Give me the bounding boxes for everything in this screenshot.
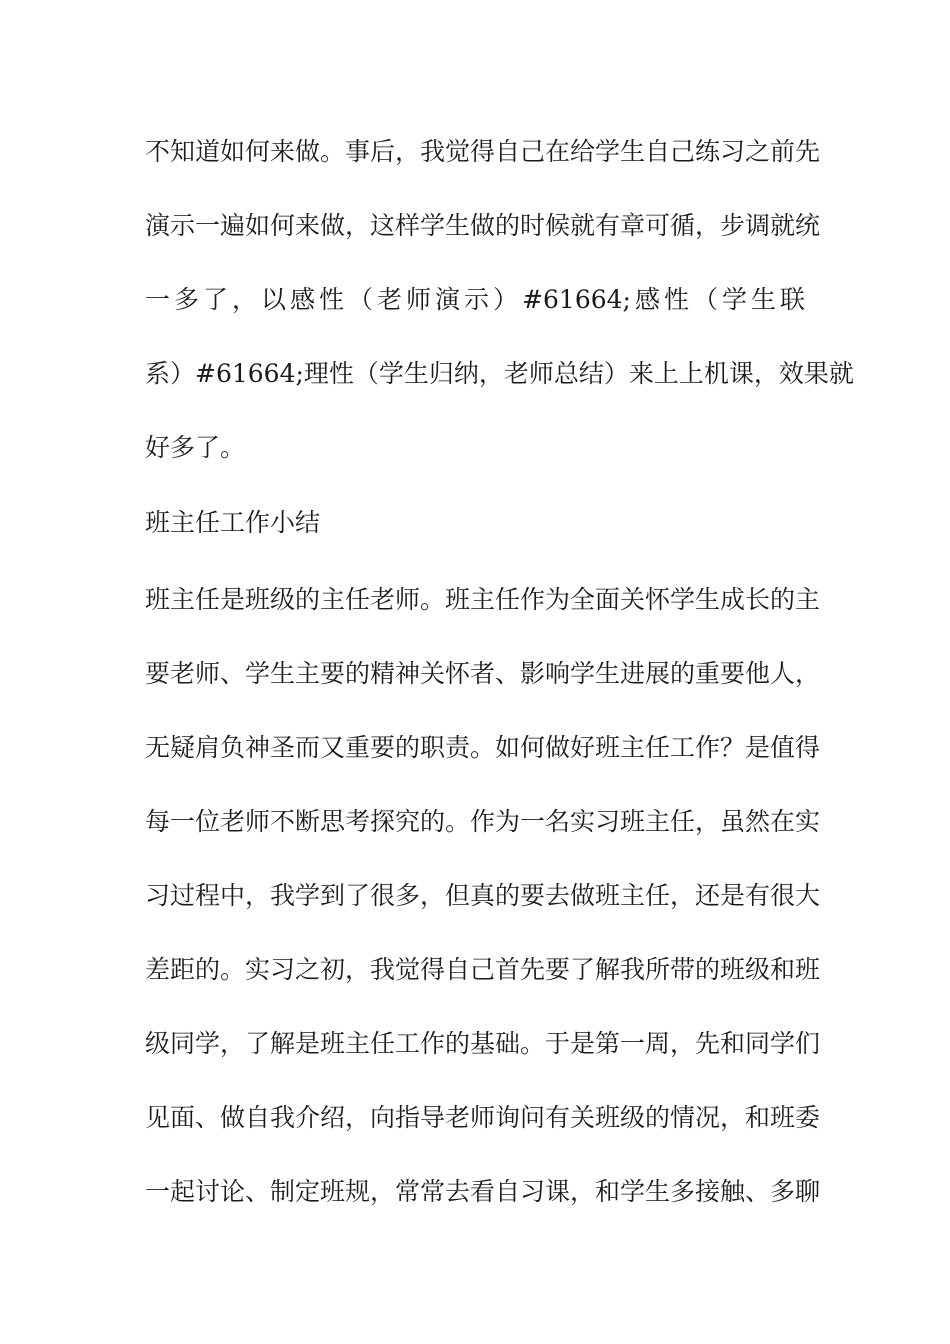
paragraph-2-line-8: 见面、做自我介绍，向指导老师询问有关班级的情况，和班委 [145, 1103, 821, 1132]
paragraph-2-line-7: 级同学，了解是班主任工作的基础。于是第一周，先和同学们 [145, 1029, 821, 1058]
paragraph-2-line-1: 班主任是班级的主任老师。班主任作为全面关怀学生成长的主 [145, 585, 821, 614]
paragraph-2-line-6: 差距的。实习之初，我觉得自己首先要了解我所带的班级和班 [145, 955, 821, 984]
paragraph-2-line-4: 每一位老师不断思考探究的。作为一名实习班主任，虽然在实 [145, 807, 821, 836]
paragraph-1-line-4: 系）#61664;理性（学生归纳，老师总结）来上上机课，效果就 [145, 359, 854, 388]
paragraph-1-line-2: 演示一遍如何来做，这样学生做的时候就有章可循，步调就统 [145, 211, 821, 240]
paragraph-2-line-5: 习过程中，我学到了很多，但真的要去做班主任，还是有很大 [145, 881, 821, 910]
section-heading: 班主任工作小结 [145, 508, 321, 537]
paragraph-1-line-3: 一多了，以感性（老师演示）#61664;感性（学生联 [145, 285, 805, 314]
paragraph-1-line-1: 不知道如何来做。事后，我觉得自己在给学生自己练习之前先 [145, 137, 821, 166]
paragraph-2-line-2: 要老师、学生主要的精神关怀者、影响学生进展的重要他人， [145, 659, 821, 688]
paragraph-2-line-9: 一起讨论、制定班规，常常去看自习课，和学生多接触、多聊 [145, 1177, 821, 1206]
paragraph-2-line-3: 无疑肩负神圣而又重要的职责。如何做好班主任工作？是值得 [145, 733, 821, 762]
paragraph-1-line-5: 好多了。 [145, 433, 246, 462]
